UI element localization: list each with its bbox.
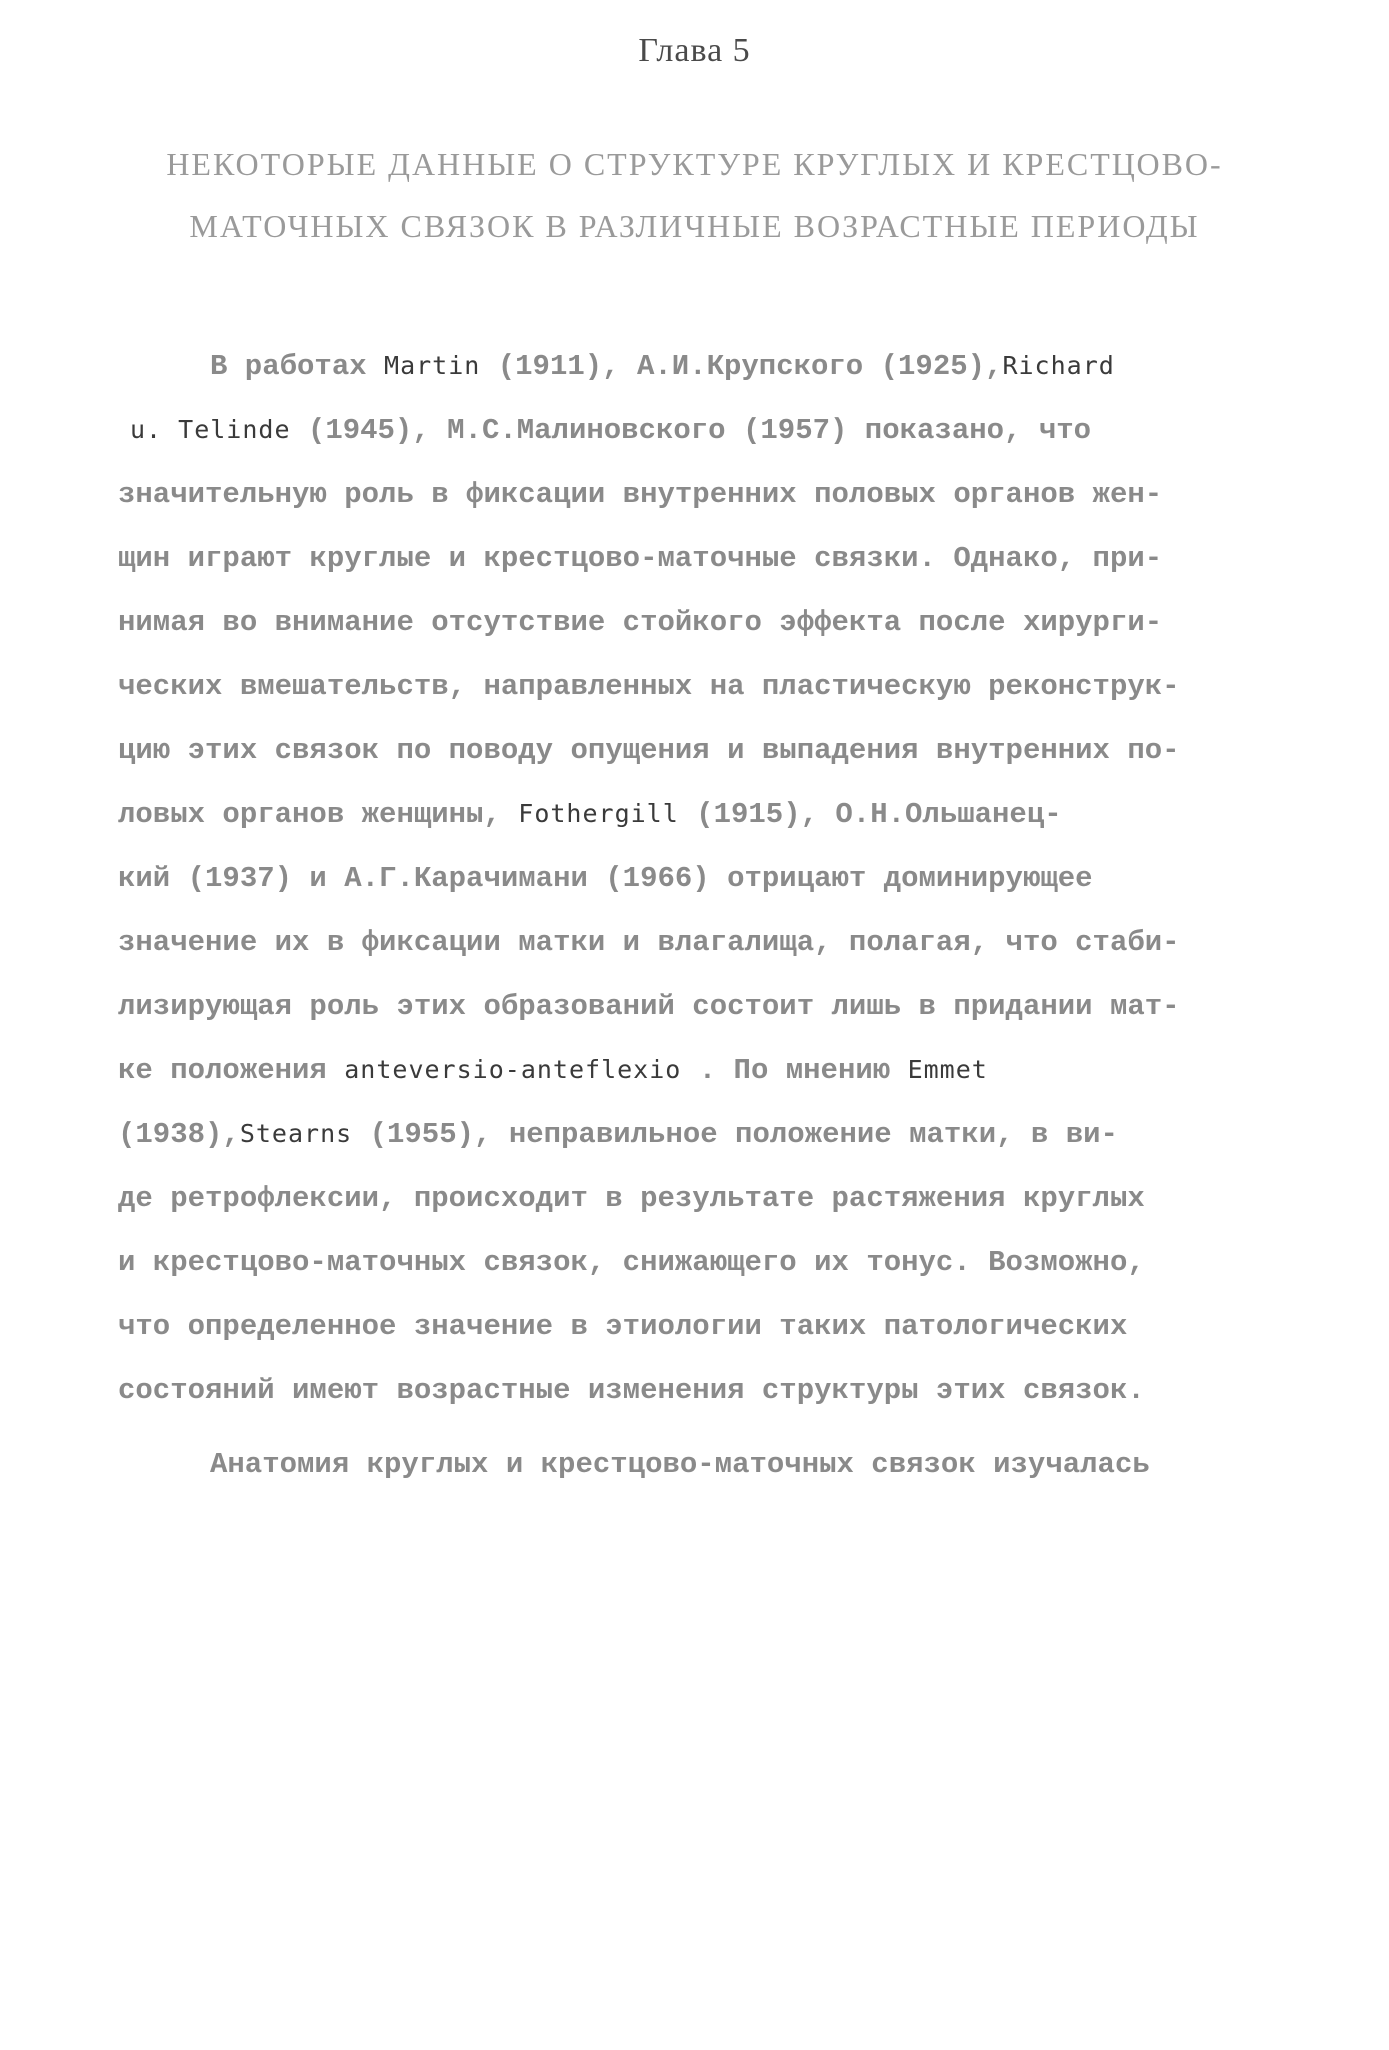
paragraph-line: лизирующая роль этих образований состоит лишь в придании мат-	[118, 990, 1180, 1023]
paragraph-line: значительную роль в фиксации внутренних половых органов жен-	[118, 478, 1163, 511]
paragraph-line: что определенное значение в этиологии таких патологических	[118, 1310, 1128, 1343]
paragraph-line: состояний имеют возрастные изменения структуры этих связок.	[118, 1374, 1145, 1407]
paragraph-line: нимая во внимание отсутствие стойкого эффекта после хирурги-	[118, 606, 1163, 639]
paragraph-line: ловых органов женщины, Fothergill (1915), О.Н.Ольшанец-	[118, 798, 1062, 831]
paragraph-line: значение их в фиксации матки и влагалища, полагая, что стаби-	[118, 926, 1180, 959]
paragraph-line: цию этих связок по поводу опущения и выпадения внутренних по-	[118, 734, 1180, 767]
paragraph-line: ке положения anteversio-anteflexio . По мнению Emmet	[118, 1054, 988, 1087]
chapter-title: Глава 5	[638, 32, 751, 69]
paragraph-line: кий (1937) и А.Г.Карачимани (1966) отрицают доминирующее	[118, 862, 1093, 895]
paragraph-line: (1938),Stearns (1955), неправильное положение матки, в ви-	[118, 1118, 1118, 1151]
section-heading-line-1: НЕКОТОРЫЕ ДАННЫЕ О СТРУКТУРЕ КРУГЛЫХ И КРЕСТЦОВО-	[166, 146, 1223, 182]
paragraph-line: ческих вмешательств, направленных на пластическую реконструк-	[118, 670, 1180, 703]
section-heading-line-2: МАТОЧНЫХ СВЯЗОК В РАЗЛИЧНЫЕ ВОЗРАСТНЫЕ ПЕРИОДЫ	[189, 208, 1200, 244]
paragraph-line: и крестцово-маточных связок, снижающего их тонус. Возможно,	[118, 1246, 1145, 1279]
paragraph-line: Анатомия круглых и крестцово-маточных связок изучалась	[210, 1448, 1150, 1481]
paragraph-line: u. Telinde (1945), М.С.Малиновского (1957) показано, что	[130, 414, 1092, 447]
paragraph-line: де ретрофлексии, происходит в результате растяжения круглых	[118, 1182, 1145, 1215]
paragraph-line: щин играют круглые и крестцово-маточные связки. Однако, при-	[118, 542, 1163, 575]
paragraph-line: В работах Martin (1911), А.И.Крупского (1925),Richard	[210, 350, 1115, 383]
